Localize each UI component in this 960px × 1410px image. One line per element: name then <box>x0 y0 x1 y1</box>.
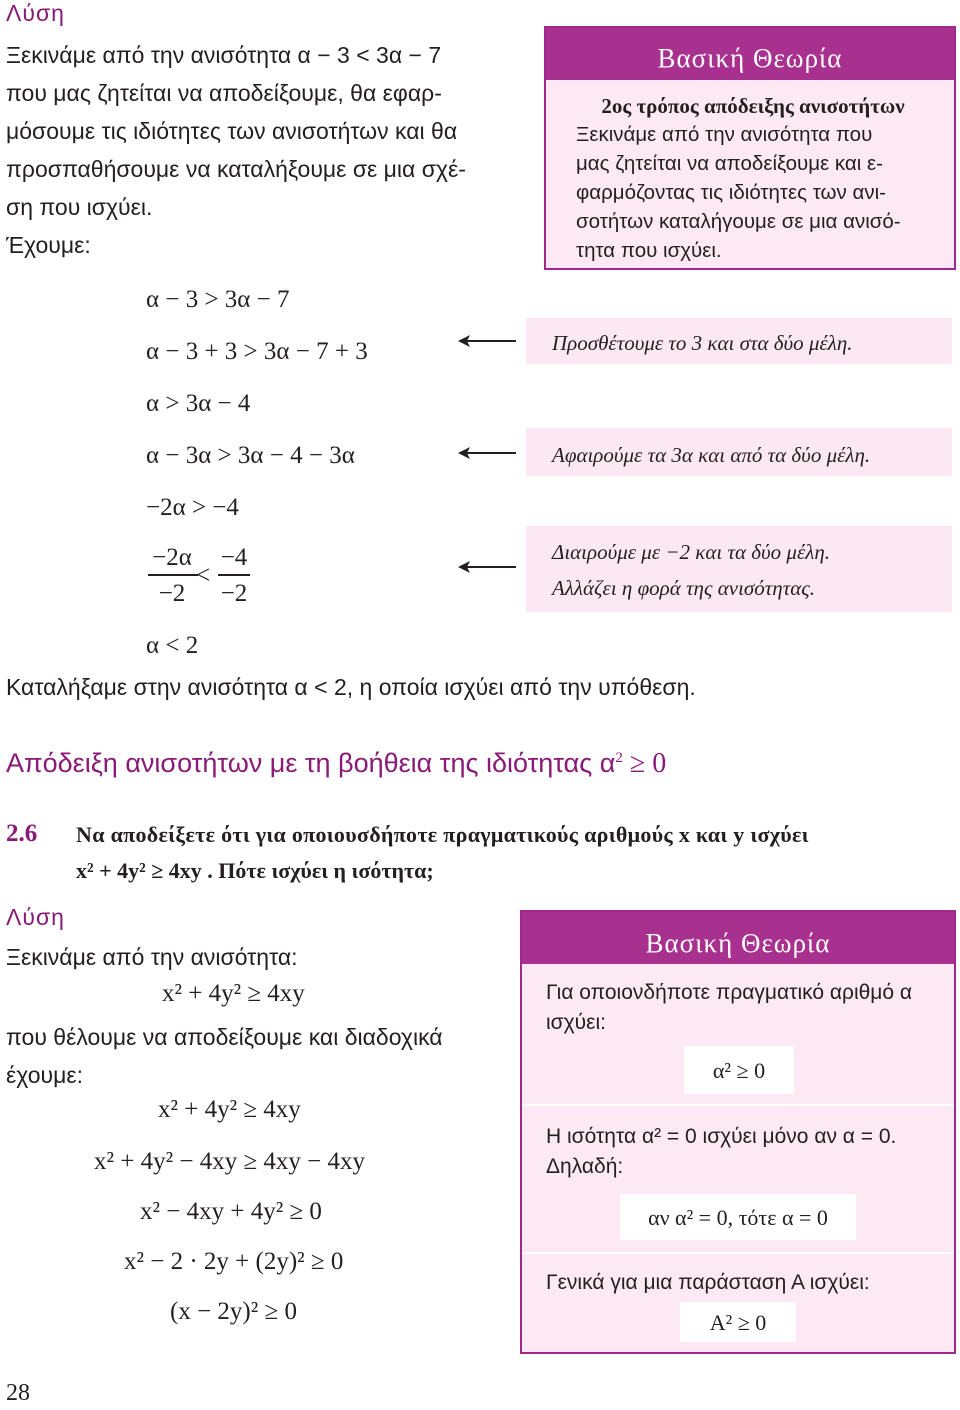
math-step: α − 3 > 3α − 7 <box>146 286 290 313</box>
theory-line: Η ισότητα α² = 0 ισχύει μόνο αν α = 0. <box>546 1125 897 1148</box>
math-step: x² + 4y² ≥ 4xy <box>162 980 305 1007</box>
math-step: x² − 4xy + 4y² ≥ 0 <box>140 1198 322 1225</box>
theory-text <box>546 1122 896 1182</box>
intro-paragraph <box>6 36 526 264</box>
theory-line: τητα που ισχύει. <box>576 239 722 262</box>
theory-line: Για οποιονδήποτε πραγματικό αριθμό α <box>546 981 913 1004</box>
solution-line: έχουμε: <box>6 1062 83 1088</box>
fraction-numerator: −4 <box>220 544 248 571</box>
divider <box>522 1252 954 1254</box>
note-box <box>526 428 952 476</box>
note-box <box>526 526 952 612</box>
math-step: x² + 4y² ≥ 4xy <box>158 1096 301 1123</box>
intro-line: Ξεκινάμε από την ανισότητα α − 3 < 3α − 7 <box>6 42 442 68</box>
exercise-statement: Να αποδείξετε ότι για οποιουσδήποτε πραγματικούς αριθμούς x και y ισχύει <box>76 822 809 847</box>
theory-line: Δηλαδή: <box>546 1155 624 1178</box>
theory-line: μας ζητείται να αποδείξουμε και ε- <box>576 152 883 175</box>
note-text: Διαιρούμε με −2 και τα δύο μέλη. <box>552 540 830 564</box>
solution-text <box>6 1018 443 1094</box>
theory-box-1 <box>544 26 956 270</box>
theory-line: ισχύει: <box>546 1011 606 1034</box>
formula-box: α² ≥ 0 <box>684 1046 794 1094</box>
fraction-numerator: −2α <box>152 544 192 571</box>
math-step: α − 3α > 3α − 4 − 3α <box>146 442 355 469</box>
formula-box: αν α² = 0, τότε α = 0 <box>620 1194 856 1240</box>
fraction-denominator: −2 <box>220 580 248 607</box>
conclusion-text: Καταλήξαμε στην ανισότητα α < 2, η οποία ισχύει από την υπόθεση. <box>6 674 696 700</box>
section-title-exponent: 2 <box>615 750 623 766</box>
math-step: x² − 2 · 2y + (2y)² ≥ 0 <box>124 1248 344 1275</box>
left-arrow-icon <box>458 446 516 460</box>
math-step: (x − 2y)² ≥ 0 <box>170 1298 297 1325</box>
theory-body <box>576 120 930 265</box>
fraction-relation: < <box>195 562 211 589</box>
exercise-statement: x² + 4y² ≥ 4xy . Πότε ισχύει η ισότητα; <box>76 858 434 883</box>
fraction-bar <box>218 574 250 576</box>
solution-line: που θέλουμε να αποδείξουμε και διαδοχικά <box>6 1024 443 1050</box>
math-step: x² + 4y² − 4xy ≥ 4xy − 4xy <box>94 1148 366 1175</box>
note-text: Αφαιρούμε τα 3α και από τα δύο μέλη. <box>552 443 871 467</box>
divider <box>522 1104 954 1106</box>
intro-line: ση που ισχύει. <box>6 194 153 220</box>
note-text: Προσθέτουμε το 3 και στα δύο μέλη. <box>552 331 853 355</box>
exercise-number: 2.6 <box>6 820 38 847</box>
math-step: −2α > −4 <box>146 494 239 521</box>
solution-heading: Λύση <box>6 0 65 26</box>
left-arrow-icon <box>458 334 516 348</box>
note-text: Αλλάζει η φορά της ανισότητας. <box>552 576 816 600</box>
theory-title: Βασική Θεωρία <box>522 912 954 964</box>
solution-intro: Ξεκινάμε από την ανισότητα: <box>6 944 298 970</box>
theory-title: Βασική Θεωρία <box>546 28 954 80</box>
section-title <box>6 748 666 780</box>
section-title-tail: ≥ 0 <box>622 748 667 779</box>
page-number: 28 <box>6 1380 30 1406</box>
note-box <box>526 318 952 364</box>
intro-line: που μας ζητείται να αποδείξουμε, θα εφαρ- <box>6 80 442 106</box>
formula-box: A² ≥ 0 <box>680 1302 796 1342</box>
theory-line: σοτήτων καταλήγουμε σε μια ανισό- <box>576 210 901 233</box>
fraction-bar <box>148 574 198 576</box>
theory-line: Ξεκινάμε από την ανισότητα που <box>576 123 873 146</box>
theory-text: Γενικά για μια παράσταση Α ισχύει: <box>546 1271 870 1294</box>
theory-box-2 <box>520 910 956 1354</box>
math-step: α > 3α − 4 <box>146 390 251 417</box>
theory-subtitle: 2ος τρόπος απόδειξης ανισοτήτων <box>601 94 905 118</box>
left-arrow-icon <box>458 560 516 574</box>
fraction-denominator: −2 <box>158 580 186 607</box>
intro-line: μόσουμε τις ιδιότητες των ανισοτήτων και θα <box>6 118 458 144</box>
intro-line: προσπαθήσουμε να καταλήξουμε σε μια σχέ- <box>6 156 466 182</box>
math-step-final: α < 2 <box>146 632 199 659</box>
solution-heading: Λύση <box>6 904 65 930</box>
theory-text <box>546 978 912 1038</box>
section-title-text: Απόδειξη ανισοτήτων με τη βοήθεια της ιδιότητας α <box>6 748 616 778</box>
math-step: α − 3 + 3 > 3α − 7 + 3 <box>146 338 368 365</box>
theory-line: φαρμόζοντας τις ιδιότητες των ανι- <box>576 181 886 204</box>
intro-line: Έχουμε: <box>6 232 91 258</box>
